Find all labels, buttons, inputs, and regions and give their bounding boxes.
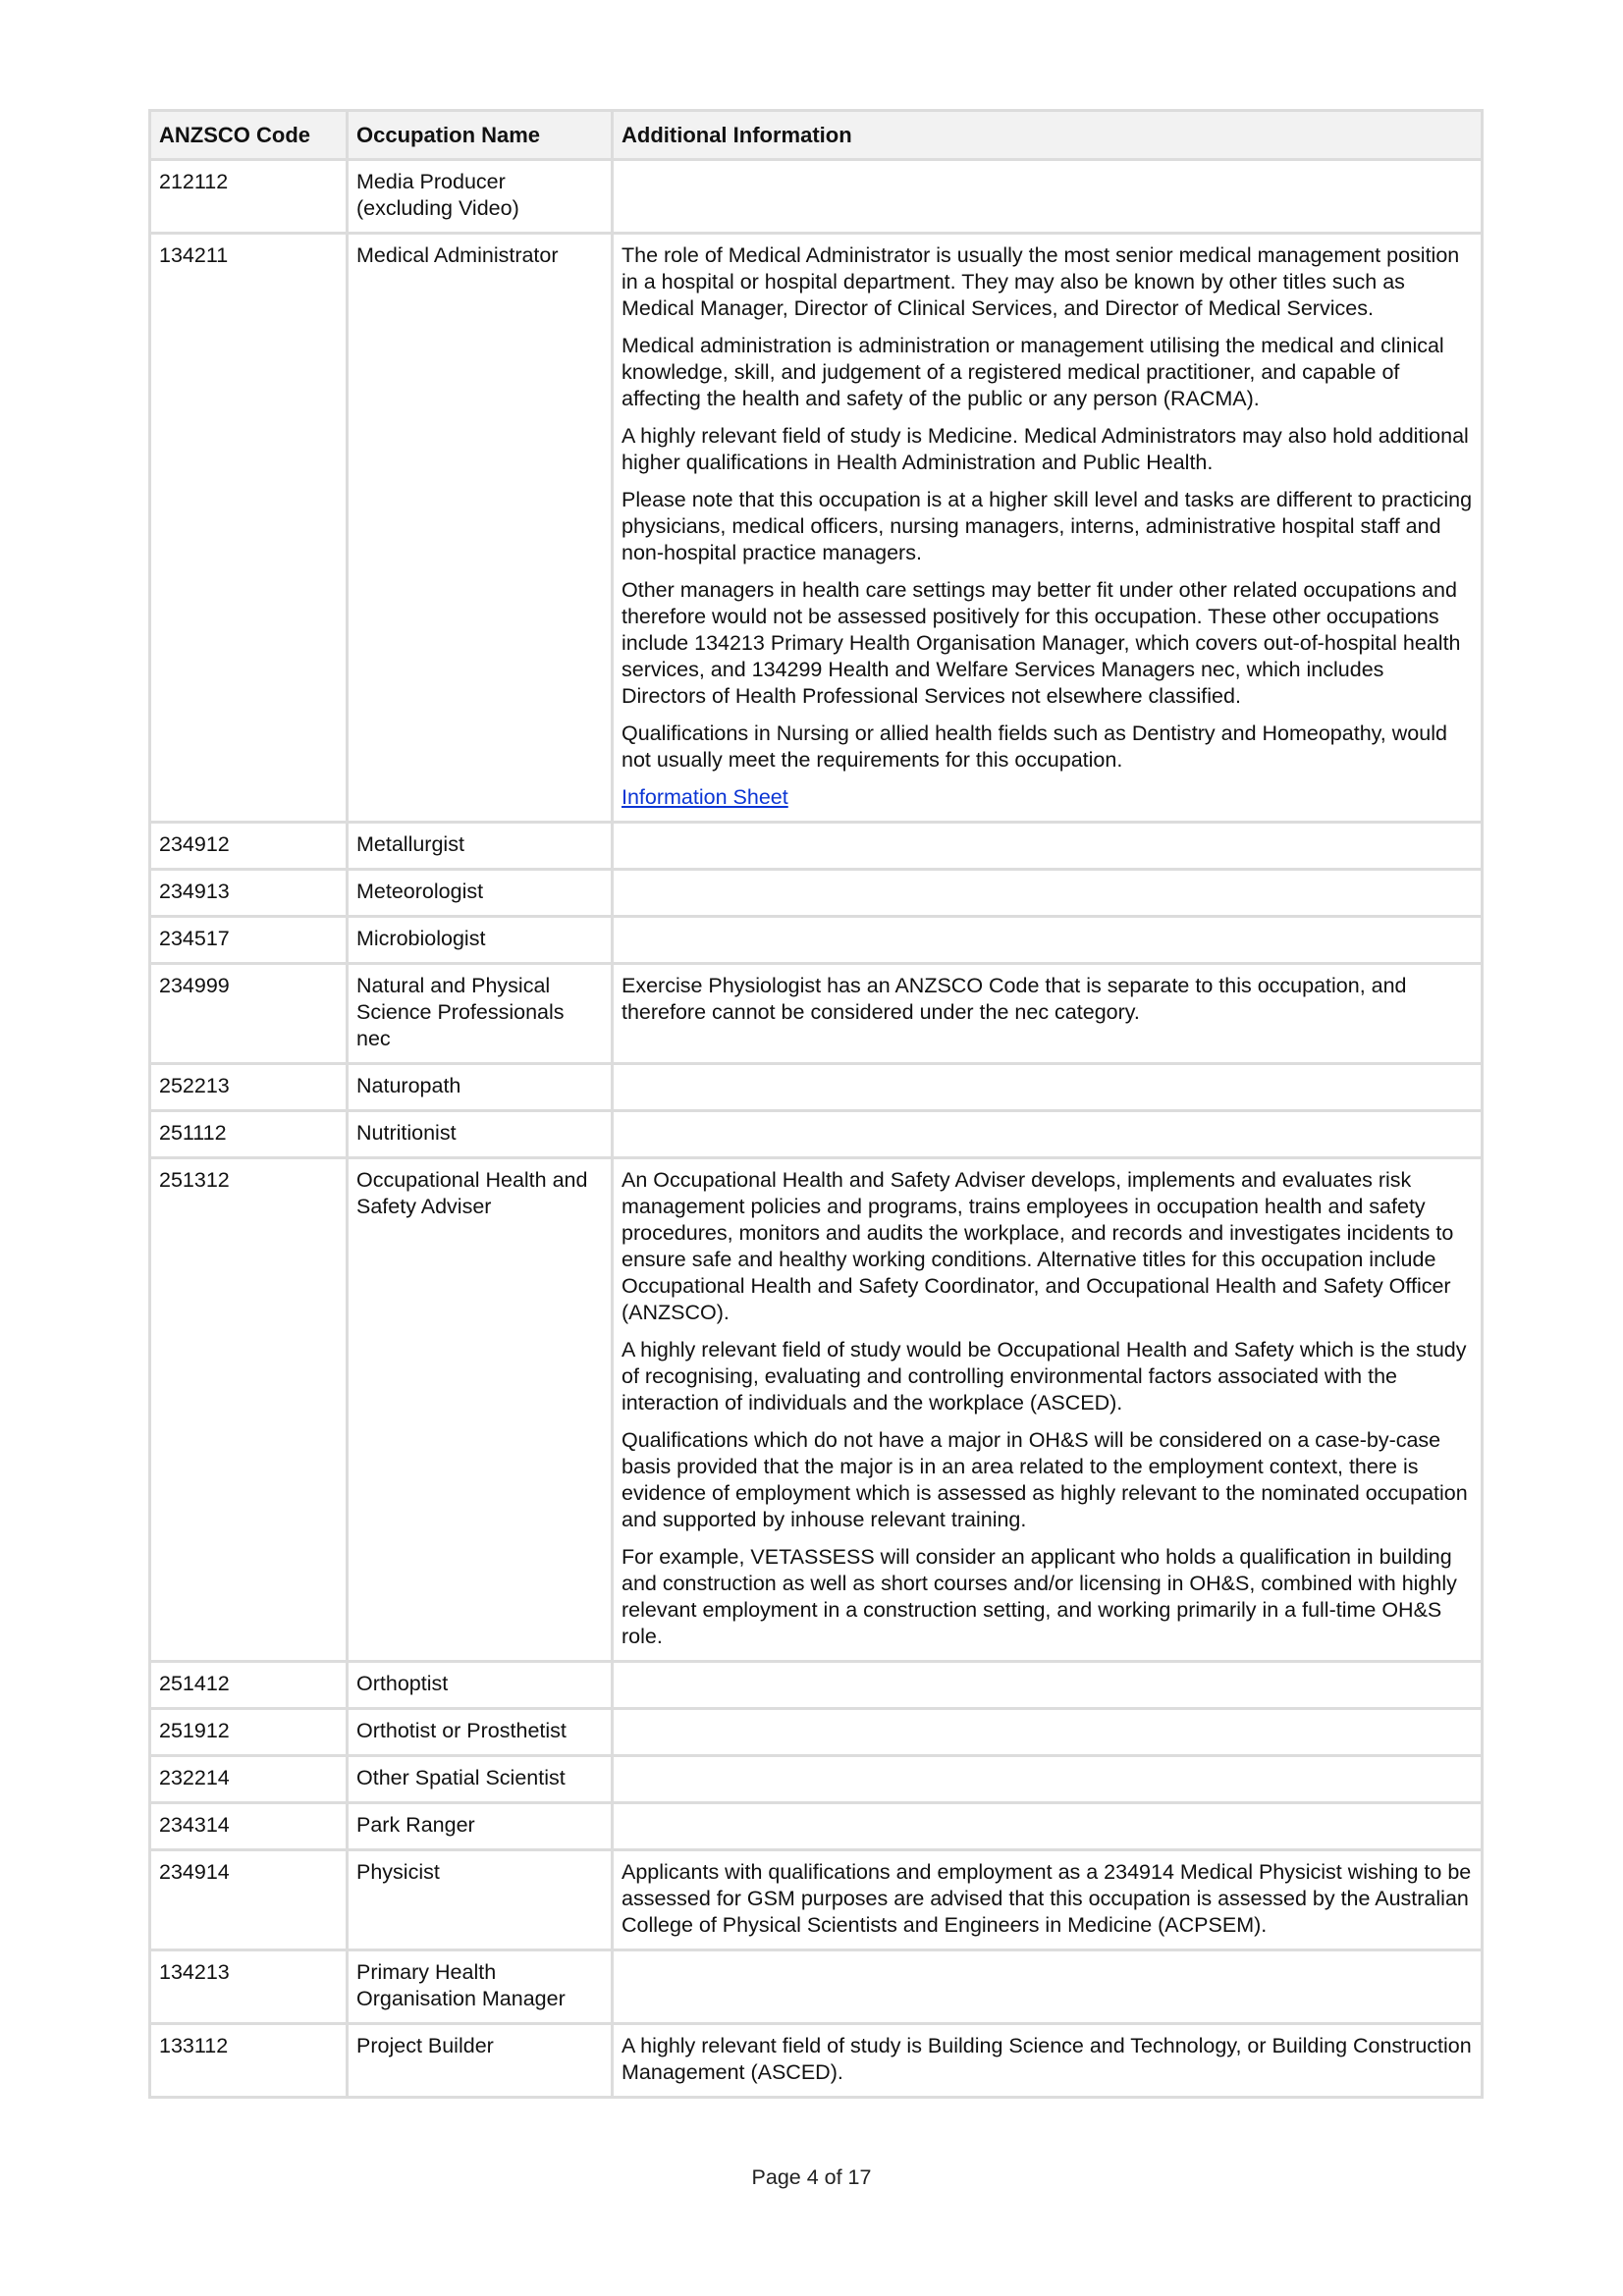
additional-information-cell bbox=[614, 1112, 1481, 1156]
additional-information-cell bbox=[614, 1757, 1481, 1801]
table-row bbox=[151, 2025, 1481, 2096]
additional-information-cell bbox=[614, 918, 1481, 962]
occupation-name-cell: Microbiologist bbox=[349, 918, 611, 962]
anzsco-code-cell: 212112 bbox=[151, 161, 346, 232]
occupation-name-cell: Meteorologist bbox=[349, 871, 611, 915]
occupation-table bbox=[148, 109, 1484, 2099]
table-row bbox=[151, 824, 1481, 868]
header-additional-information: Additional Information bbox=[614, 112, 1481, 158]
anzsco-code-cell: 234913 bbox=[151, 871, 346, 915]
info-paragraph: A highly relevant field of study is Building Science and Technology, or Building Construction Management (ASCED). bbox=[622, 2034, 1472, 2084]
occupation-name-cell: Primary Health Organisation Manager bbox=[349, 1951, 611, 2022]
additional-information-cell bbox=[614, 1804, 1481, 1848]
table-row bbox=[151, 918, 1481, 962]
info-paragraph: An Occupational Health and Safety Adviser develops, implements and evaluates risk management policies and programs, trains employees in occupation health and safety procedures, monitors and audits the workplace, and records and investigates incidents to ensure safe and healthy working conditions. Alternative titles for this occupation include Occupational Health and Safety Coordinator, and Occupational Health and Safety Officer (ANZSCO). bbox=[622, 1168, 1454, 1324]
anzsco-code-cell: 234914 bbox=[151, 1851, 346, 1949]
table-body bbox=[151, 161, 1481, 2096]
info-link-paragraph bbox=[622, 784, 1473, 811]
occupation-name-cell: Metallurgist bbox=[349, 824, 611, 868]
additional-information-cell bbox=[614, 1159, 1481, 1660]
anzsco-code-cell: 251412 bbox=[151, 1663, 346, 1707]
additional-information-cell bbox=[614, 1851, 1481, 1949]
additional-information-cell bbox=[614, 161, 1481, 232]
header-occupation-name: Occupation Name bbox=[349, 112, 611, 158]
information-sheet-link[interactable]: Information Sheet bbox=[622, 785, 788, 809]
occupation-name-cell: Nutritionist bbox=[349, 1112, 611, 1156]
info-paragraph: A highly relevant field of study is Medicine. Medical Administrators may also hold additional higher qualifications in Health Administration and Public Health. bbox=[622, 424, 1469, 474]
anzsco-code-cell: 133112 bbox=[151, 2025, 346, 2096]
info-paragraph: Other managers in health care settings may better fit under other related occupations and therefore would not be assessed positively for this occupation. These other occupations include 134213 Primary Health Organisation Manager, which covers out-of-hospital health services, and 134299 Health and Welfare Services Managers nec, which includes Directors of Health Professional Services not elsewhere classified. bbox=[622, 578, 1461, 708]
occupation-name-cell: Other Spatial Scientist bbox=[349, 1757, 611, 1801]
additional-information-cell bbox=[614, 1710, 1481, 1754]
additional-information-cell bbox=[614, 1065, 1481, 1109]
table-row bbox=[151, 965, 1481, 1062]
occupation-name-cell: Natural and Physical Science Professionals nec bbox=[349, 965, 611, 1062]
table-row bbox=[151, 1951, 1481, 2022]
table-row bbox=[151, 1710, 1481, 1754]
anzsco-code-cell: 234517 bbox=[151, 918, 346, 962]
occupation-name-cell: Occupational Health and Safety Adviser bbox=[349, 1159, 611, 1660]
info-paragraph: Exercise Physiologist has an ANZSCO Code that is separate to this occupation, and therefore cannot be considered under the nec category. bbox=[622, 974, 1407, 1024]
table-row bbox=[151, 1804, 1481, 1848]
occupation-name-cell: Orthotist or Prosthetist bbox=[349, 1710, 611, 1754]
occupation-name-cell: Media Producer (excluding Video) bbox=[349, 161, 611, 232]
occupation-name-cell: Park Ranger bbox=[349, 1804, 611, 1848]
table-row bbox=[151, 1065, 1481, 1109]
additional-information-cell bbox=[614, 2025, 1481, 2096]
anzsco-code-cell: 234912 bbox=[151, 824, 346, 868]
additional-information-cell bbox=[614, 1951, 1481, 2022]
anzsco-code-cell: 251112 bbox=[151, 1112, 346, 1156]
anzsco-code-cell: 234999 bbox=[151, 965, 346, 1062]
anzsco-code-cell: 251312 bbox=[151, 1159, 346, 1660]
table-row bbox=[151, 1663, 1481, 1707]
table-row bbox=[151, 161, 1481, 232]
table-row bbox=[151, 1112, 1481, 1156]
table-row bbox=[151, 235, 1481, 821]
info-paragraph: For example, VETASSESS will consider an applicant who holds a qualification in building and construction as well as short courses and/or licensing in OH&S, combined with highly relevant employment in a construction setting, and working primarily in a full-time OH&S role. bbox=[622, 1545, 1457, 1648]
info-paragraph: A highly relevant field of study would be Occupational Health and Safety which is the study of recognising, evaluating and controlling environmental factors associated with the interaction of individuals and the workplace (ASCED). bbox=[622, 1338, 1467, 1415]
anzsco-code-cell: 251912 bbox=[151, 1710, 346, 1754]
anzsco-code-cell: 232214 bbox=[151, 1757, 346, 1801]
occupation-name-cell: Physicist bbox=[349, 1851, 611, 1949]
info-paragraph: Medical administration is administration or management utilising the medical and clinical knowledge, skill, and judgement of a registered medical practitioner, and capable of affecting the health and safety of the public or any person (RACMA). bbox=[622, 334, 1444, 410]
additional-information-cell bbox=[614, 965, 1481, 1062]
anzsco-code-cell: 252213 bbox=[151, 1065, 346, 1109]
info-paragraph: Applicants with qualifications and employment as a 234914 Medical Physicist wishing to be assessed for GSM purposes are advised that this occupation is assessed by the Australian College of Physical Scientists and Engineers in Medicine (ACPSEM). bbox=[622, 1860, 1472, 1937]
anzsco-code-cell: 234314 bbox=[151, 1804, 346, 1848]
info-paragraph: The role of Medical Administrator is usually the most senior medical management position in a hospital or hospital department. They may also be known by other titles such as Medical Manager, Director of Clinical Services, and Director of Medical Services. bbox=[622, 243, 1460, 320]
occupation-name-cell: Naturopath bbox=[349, 1065, 611, 1109]
table-row bbox=[151, 871, 1481, 915]
info-paragraph: Qualifications which do not have a major in OH&S will be considered on a case-by-case basis provided that the major is in an area related to the employment context, there is evidence of employment which is assessed as highly relevant to the nominated occupation and supported by inhouse relevant training. bbox=[622, 1428, 1468, 1531]
info-paragraph: Qualifications in Nursing or allied health fields such as Dentistry and Homeopathy, would not usually meet the requirements for this occupation. bbox=[622, 721, 1447, 772]
header-anzsco-code: ANZSCO Code bbox=[151, 112, 346, 158]
table-header-row bbox=[151, 112, 1481, 158]
anzsco-code-cell: 134213 bbox=[151, 1951, 346, 2022]
table-row bbox=[151, 1159, 1481, 1660]
occupation-name-cell: Medical Administrator bbox=[349, 235, 611, 821]
occupation-name-cell: Orthoptist bbox=[349, 1663, 611, 1707]
info-paragraph: Please note that this occupation is at a higher skill level and tasks are different to practicing physicians, medical officers, nursing managers, interns, administrative hospital staff and non-hospital practice managers. bbox=[622, 488, 1473, 564]
table-row bbox=[151, 1851, 1481, 1949]
additional-information-cell bbox=[614, 824, 1481, 868]
page-number: Page 4 of 17 bbox=[751, 2165, 872, 2189]
additional-information-cell bbox=[614, 1663, 1481, 1707]
table-row bbox=[151, 1757, 1481, 1801]
occupation-name-cell: Project Builder bbox=[349, 2025, 611, 2096]
additional-information-cell bbox=[614, 235, 1481, 821]
additional-information-cell bbox=[614, 871, 1481, 915]
anzsco-code-cell: 134211 bbox=[151, 235, 346, 821]
